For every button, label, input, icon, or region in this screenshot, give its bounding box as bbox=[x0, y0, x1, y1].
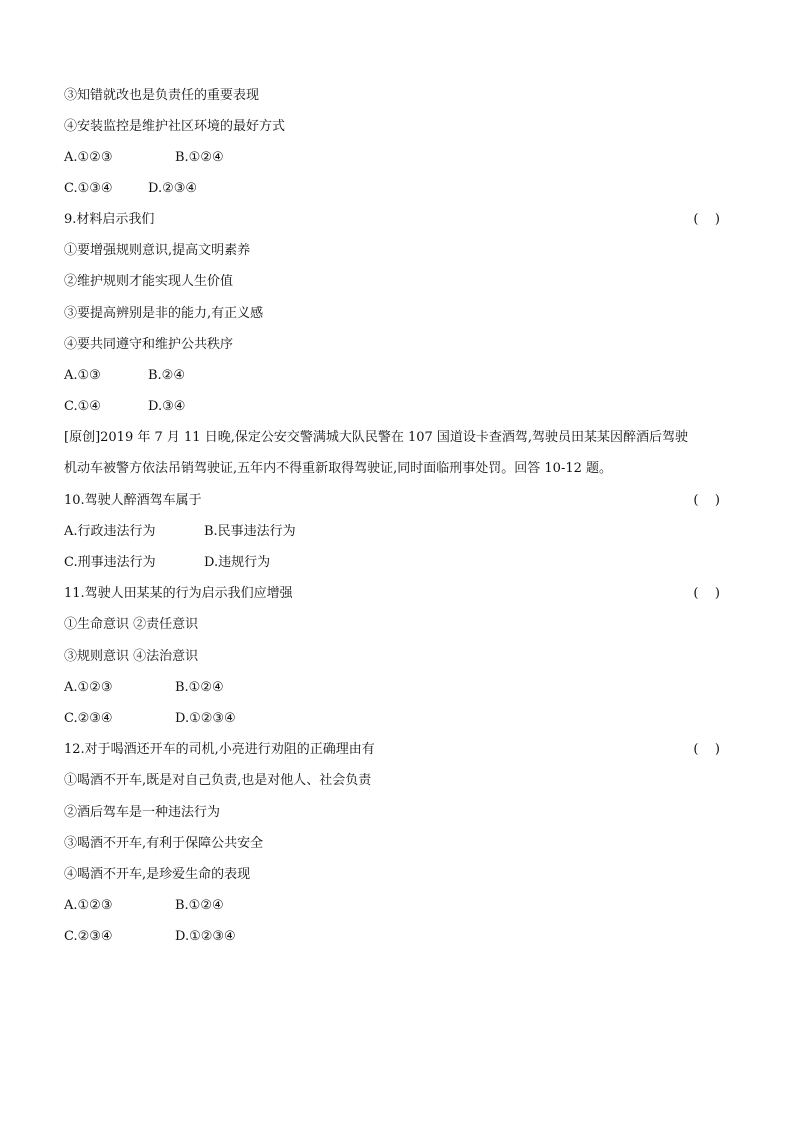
option-c: C.①④ bbox=[64, 399, 101, 414]
options-row-cd bbox=[64, 553, 720, 573]
question-10-stem: 10.驾驶人醉酒驾车属于 bbox=[64, 493, 202, 508]
statement-4: ④安装监控是维护社区环境的最好方式 bbox=[64, 119, 286, 134]
question-9 bbox=[64, 210, 720, 230]
answer-bracket: ( ) bbox=[693, 493, 720, 508]
option-c: C.刑事违法行为 bbox=[64, 555, 156, 570]
option-b: B.②④ bbox=[148, 368, 185, 383]
option-d: D.①②③④ bbox=[175, 711, 236, 726]
statement-3: ③要提高辨别是非的能力,有正义感 bbox=[64, 306, 264, 321]
option-d: D.③④ bbox=[148, 399, 186, 414]
option-c: C.①③④ bbox=[64, 181, 113, 196]
question-12-stem: 12.对于喝酒还开车的司机,小亮进行劝阻的正确理由有 bbox=[64, 742, 375, 757]
statement-2: ②酒后驾车是一种违法行为 bbox=[64, 805, 221, 820]
question-12 bbox=[64, 740, 720, 760]
option-a: A.①②③ bbox=[64, 150, 113, 165]
option-a: A.①②③ bbox=[64, 898, 113, 913]
options-row-cd bbox=[64, 709, 720, 729]
option-d: D.①②③④ bbox=[175, 929, 236, 944]
statement-4: ④喝酒不开车,是珍爱生命的表现 bbox=[64, 867, 251, 882]
options-row-cd bbox=[64, 397, 720, 417]
statement-4: ④要共同遵守和维护公共秩序 bbox=[64, 337, 234, 352]
options-row-ab bbox=[64, 148, 720, 168]
option-a: A.行政违法行为 bbox=[64, 524, 156, 539]
statement-1: ①要增强规则意识,提高文明素养 bbox=[64, 243, 251, 258]
option-b: B.①②④ bbox=[175, 680, 224, 695]
statement-2: ②维护规则才能实现人生价值 bbox=[64, 274, 234, 289]
options-row-ab bbox=[64, 366, 720, 386]
option-b: B.民事违法行为 bbox=[204, 524, 296, 539]
option-d: D.违规行为 bbox=[204, 555, 271, 570]
answer-bracket: ( ) bbox=[693, 742, 720, 757]
question-11-stem: 11.驾驶人田某某的行为启示我们应增强 bbox=[64, 586, 293, 601]
options-row-ab bbox=[64, 678, 720, 698]
question-9-stem: 9.材料启示我们 bbox=[64, 212, 155, 227]
options-row-cd bbox=[64, 927, 720, 947]
question-10 bbox=[64, 491, 720, 511]
option-b: B.①②④ bbox=[175, 150, 224, 165]
options-row-ab bbox=[64, 522, 720, 542]
option-b: B.①②④ bbox=[175, 898, 224, 913]
statement-3: ③知错就改也是负责任的重要表现 bbox=[64, 88, 260, 103]
option-a: A.①③ bbox=[64, 368, 101, 383]
answer-bracket: ( ) bbox=[693, 212, 720, 227]
options-row-cd bbox=[64, 179, 720, 199]
material-line-1: [原创]2019 年 7 月 11 日晚,保定公安交警满城大队民警在 107 国道设卡查酒驾,驾驶员田某某因醉酒后驾驶 bbox=[64, 430, 689, 445]
statement-3: ③喝酒不开车,有利于保障公共安全 bbox=[64, 836, 264, 851]
material-line-2: 机动车被警方依法吊销驾驶证,五年内不得重新取得驾驶证,同时面临刑事处罚。回答 10-12 题。 bbox=[64, 461, 613, 476]
option-c: C.②③④ bbox=[64, 929, 113, 944]
answer-bracket: ( ) bbox=[693, 586, 720, 601]
statement-1: ①喝酒不开车,既是对自己负责,也是对他人、社会负责 bbox=[64, 773, 372, 788]
options-row-ab bbox=[64, 896, 720, 916]
statement-row-1: ①生命意识 ②责任意识 bbox=[64, 617, 199, 632]
option-a: A.①②③ bbox=[64, 680, 113, 695]
option-c: C.②③④ bbox=[64, 711, 113, 726]
option-d: D.②③④ bbox=[148, 181, 198, 196]
question-11 bbox=[64, 584, 720, 604]
statement-row-2: ③规则意识 ④法治意识 bbox=[64, 649, 199, 664]
